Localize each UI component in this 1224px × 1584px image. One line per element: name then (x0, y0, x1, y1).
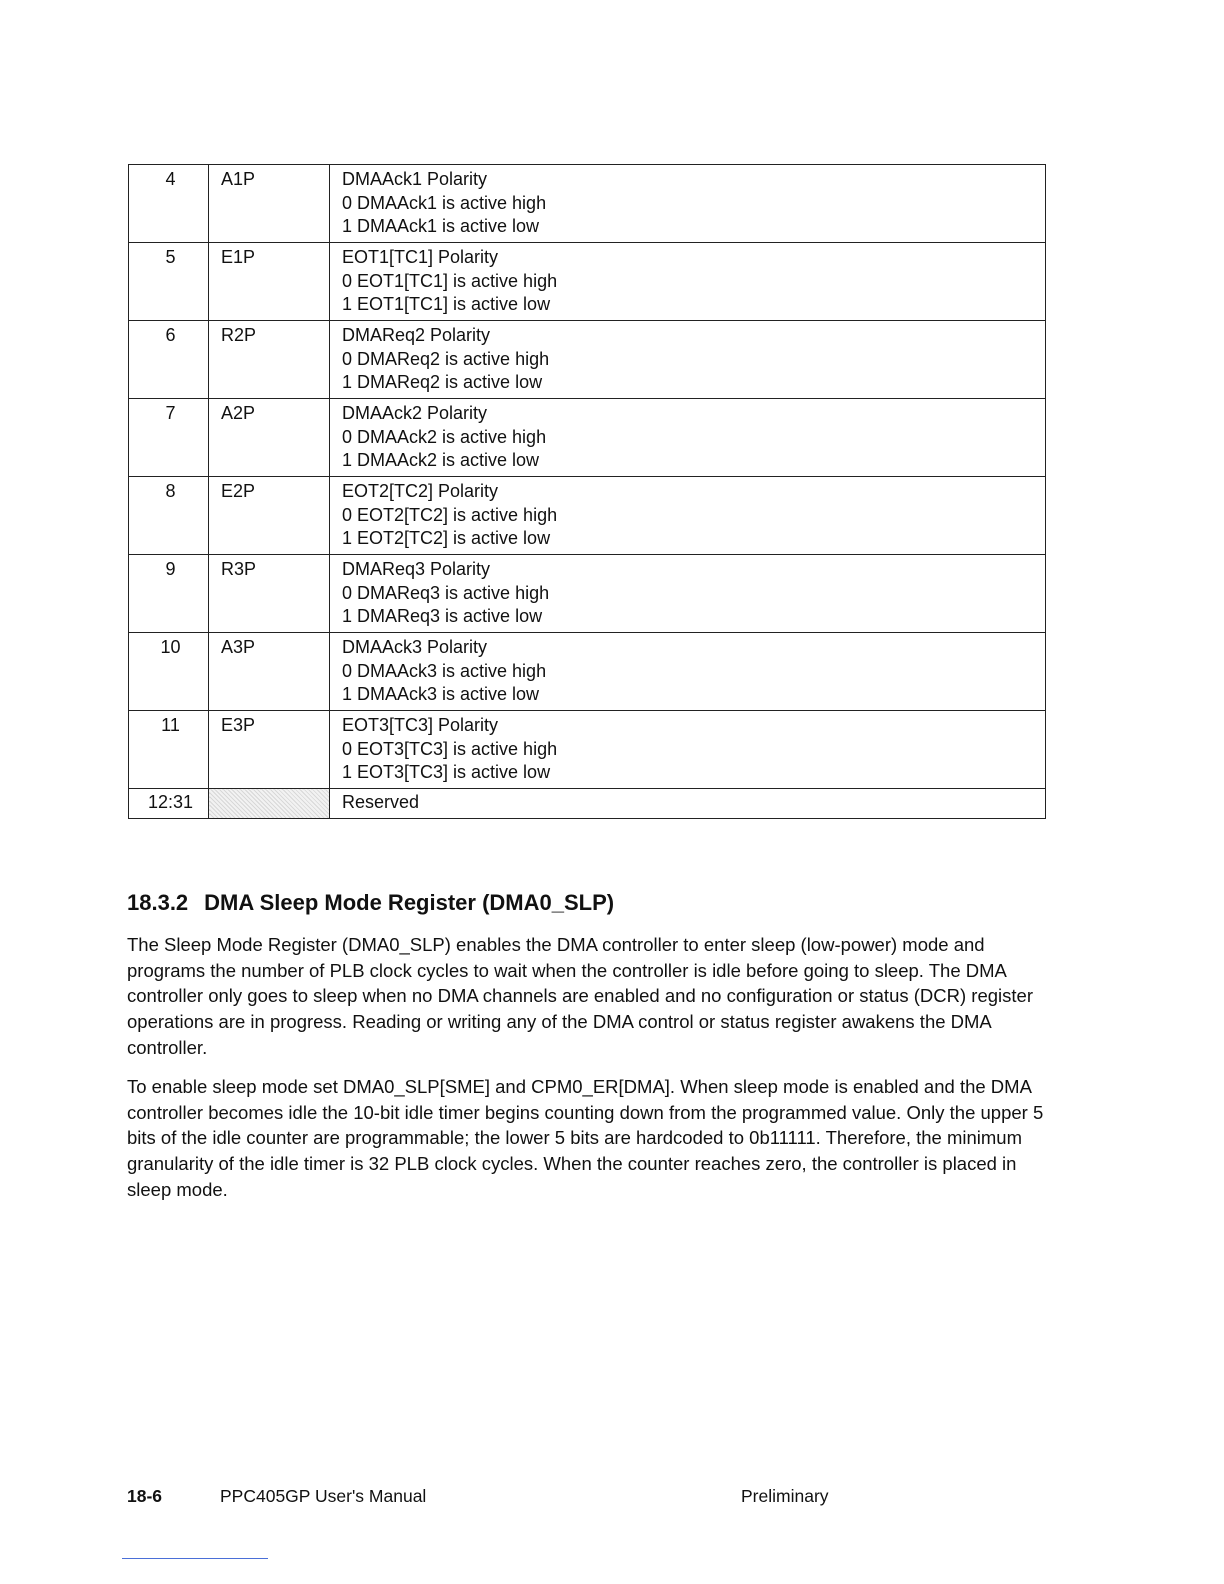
footer-status: Preliminary (741, 1486, 829, 1506)
description-line: 0 DMAAck2 is active high (342, 426, 547, 447)
description-line: 0 DMAAck3 is active high (342, 660, 547, 681)
description-line: 1 DMAReq3 is active low (342, 606, 543, 626)
section-title: DMA Sleep Mode Register (DMA0_SLP) (204, 890, 615, 915)
description-line: 1 DMAReq2 is active low (342, 372, 543, 392)
description-cell (330, 711, 1046, 789)
description-line: EOT1[TC1] Polarity (342, 247, 499, 267)
description-line: EOT3[TC3] Polarity (342, 715, 499, 735)
description-line: 1 EOT3[TC3] is active low (342, 762, 551, 782)
description-line: 1 DMAAck1 is active low (342, 216, 540, 236)
description-line: 0 DMAReq2 is active high (342, 348, 550, 369)
bits-cell: 4 (129, 165, 209, 243)
field-name-cell: E3P (209, 711, 330, 789)
bits-cell: 8 (129, 477, 209, 555)
bits-cell: 7 (129, 399, 209, 477)
description-line: EOT2[TC2] Polarity (342, 481, 499, 501)
description-line: 0 DMAReq3 is active high (342, 582, 550, 603)
field-name-cell: E2P (209, 477, 330, 555)
body-paragraph: The Sleep Mode Register (DMA0_SLP) enables the DMA controller to enter sleep (low-power) mode and programs the number of PLB clock cycles to wait when the controller is idle before going to sleep. The DMA controller only goes to sleep when no DMA channels are enabled and no configuration or status (DCR) register operations are in progress. Reading or writing any of the DMA control or status register awakens the DMA controller. (127, 934, 1033, 1058)
table-row (129, 399, 1046, 477)
description-cell (330, 399, 1046, 477)
description-line: 1 EOT1[TC1] is active low (342, 294, 551, 314)
description-cell (330, 165, 1046, 243)
description-line: 1 DMAAck2 is active low (342, 450, 540, 470)
description-cell (330, 555, 1046, 633)
bits-cell: 5 (129, 243, 209, 321)
footer-manual-title: PPC405GP User's Manual (220, 1486, 427, 1506)
field-name-cell: R3P (209, 555, 330, 633)
bits-cell: 6 (129, 321, 209, 399)
description-cell (330, 477, 1046, 555)
description-line: 0 DMAAck1 is active high (342, 192, 547, 213)
field-name-cell: A1P (209, 165, 330, 243)
bits-cell: 12:31 (129, 789, 209, 819)
register-field-table (128, 164, 1046, 819)
bits-cell: 10 (129, 633, 209, 711)
description-line: 0 EOT3[TC3] is active high (342, 738, 558, 759)
description-line: DMAReq3 Polarity (342, 559, 491, 579)
description-line: DMAAck3 Polarity (342, 637, 488, 657)
description-line: 0 EOT1[TC1] is active high (342, 270, 558, 291)
description-line: DMAAck2 Polarity (342, 403, 488, 423)
description-line: 1 EOT2[TC2] is active low (342, 528, 551, 548)
description-line: 1 DMAAck3 is active low (342, 684, 540, 704)
body-paragraph: To enable sleep mode set DMA0_SLP[SME] and CPM0_ER[DMA]. When sleep mode is enabled and the DMA controller becomes idle the 10-bit idle timer begins counting down from the programmed value. Only the upper 5 bits of the idle counter are programmable; the lower 5 bits are hardcoded to 0b11111. Therefore, the minimum granularity of the idle timer is 32 PLB clock cycles. When the counter reaches zero, the controller is placed in sleep mode. (127, 1076, 1044, 1200)
description-cell (330, 321, 1046, 399)
description-cell (330, 633, 1046, 711)
field-name-cell: A2P (209, 399, 330, 477)
reserved-field-shaded-cell (209, 789, 330, 819)
table-row (129, 321, 1046, 399)
table-row (129, 165, 1046, 243)
field-name-cell: A3P (209, 633, 330, 711)
table-row (129, 477, 1046, 555)
field-name-cell: E1P (209, 243, 330, 321)
section-number: 18.3.2 (127, 890, 189, 915)
description-line: DMAAck1 Polarity (342, 169, 488, 189)
table-row (129, 633, 1046, 711)
description-line: 0 EOT2[TC2] is active high (342, 504, 558, 525)
bits-cell: 9 (129, 555, 209, 633)
section-heading (127, 890, 614, 916)
description-line: DMAReq2 Polarity (342, 325, 491, 345)
bottom-rule (122, 1558, 268, 1559)
description-cell (330, 243, 1046, 321)
reserved-row (129, 789, 1046, 819)
field-name-cell: R2P (209, 321, 330, 399)
table-row (129, 555, 1046, 633)
table-row (129, 711, 1046, 789)
table-row (129, 243, 1046, 321)
footer-page-number: 18-6 (127, 1486, 163, 1506)
bits-cell: 11 (129, 711, 209, 789)
description-cell: Reserved (330, 789, 1046, 819)
